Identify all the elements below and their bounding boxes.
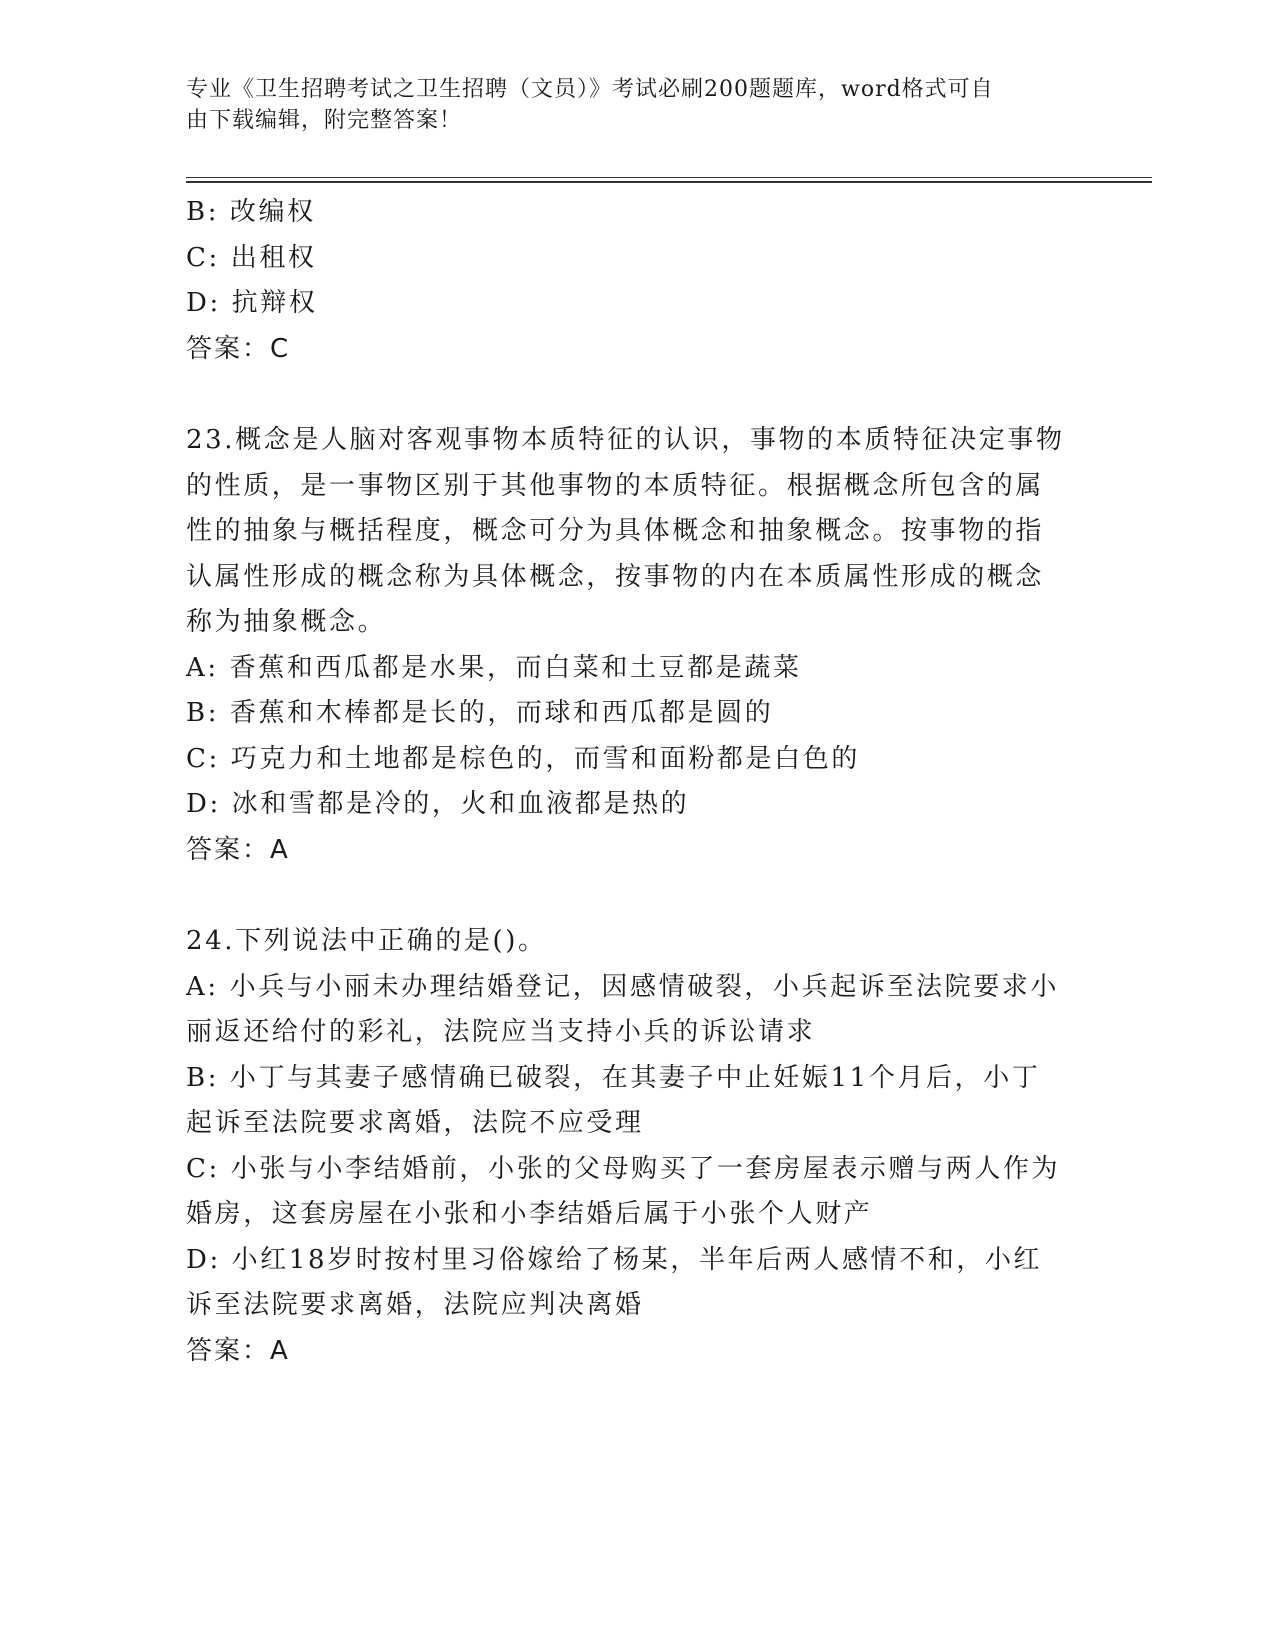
option-a-line-1: A: 小兵与小丽未办理结婚登记，因感情破裂，小兵起诉至法院要求小	[186, 971, 1060, 1002]
spacer	[186, 873, 1086, 919]
option-b-line-1: B: 小丁与其妻子感情确已破裂，在其妻子中止妊娠11个月后，小丁	[186, 1062, 1041, 1093]
document-body	[186, 190, 1086, 1374]
answer-line: 答案：A	[186, 834, 290, 865]
document-header	[186, 74, 1066, 136]
option-c: C: 出租权	[186, 242, 317, 273]
option-d: D: 抗辩权	[186, 288, 318, 318]
question-stem-line: 认属性形成的概念称为具体概念，按事物的内在本质属性形成的概念	[186, 561, 1045, 592]
answer-line: 答案：A	[186, 1335, 290, 1366]
header-line-2: 由下载编辑，附完整答案！	[186, 108, 463, 133]
header-divider-thick	[186, 181, 1152, 183]
option-d-line-2: 诉至法院要求离婚，法院应判决离婚	[186, 1290, 644, 1320]
option-d-line-1: D: 小红18岁时按村里习俗嫁给了杨某，半年后两人感情不和，小红	[186, 1244, 1043, 1275]
question-stem-line: 性的抽象与概括程度，概念可分为具体概念和抽象概念。按事物的指	[186, 516, 1045, 546]
answer-line: 答案：C	[186, 333, 291, 364]
header-divider-thin	[186, 177, 1152, 178]
question-stem-line: 23.概念是人脑对客观事物本质特征的认识，事物的本质特征决定事物	[186, 425, 1065, 455]
option-c-line-1: C: 小张与小李结婚前，小张的父母购买了一套房屋表示赠与两人作为	[186, 1153, 1061, 1184]
header-line-1: 专业《卫生招聘考试之卫生招聘（文员）》考试必刷200题题库，word格式可自	[186, 77, 994, 102]
question-stem-line: 24.下列说法中正确的是()。	[186, 926, 547, 956]
question-stem-line: 称为抽象概念。	[186, 607, 387, 637]
option-b-line-2: 起诉至法院要求离婚，法院不应受理	[186, 1108, 644, 1138]
question-24	[186, 919, 1086, 1374]
option-c: C: 巧克力和土地都是棕色的，而雪和面粉都是白色的	[186, 743, 860, 774]
option-a: A: 香蕉和西瓜都是水果，而白菜和土豆都是蔬菜	[186, 652, 802, 683]
option-b: B: 香蕉和木棒都是长的，而球和西瓜都是圆的	[186, 698, 774, 728]
option-b: B: 改编权	[186, 197, 316, 227]
option-d: D: 冰和雪都是冷的，火和血液都是热的	[186, 789, 690, 819]
question-stem-line: 的性质，是一事物区别于其他事物的本质特征。根据概念所包含的属	[186, 470, 1045, 501]
option-c-line-2: 婚房，这套房屋在小张和小李结婚后属于小张个人财产	[186, 1199, 873, 1229]
option-a-line-2: 丽返还给付的彩礼，法院应当支持小兵的诉讼请求	[186, 1017, 816, 1047]
spacer	[186, 372, 1086, 418]
question-23	[186, 418, 1086, 873]
question-22-tail	[186, 190, 1086, 372]
